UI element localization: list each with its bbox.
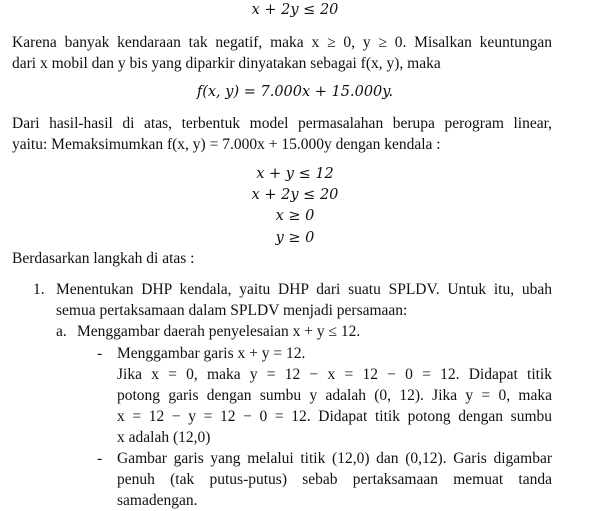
steps-intro: Berdasarkan langkah di atas : <box>12 250 195 267</box>
paragraph-nonnegativity <box>12 32 552 74</box>
step-line: semua pertaksamaan dalam SPLDV menjadi persamaan: <box>56 302 408 319</box>
constraint-equation-top: x + 2y ≤ 20 <box>251 2 339 18</box>
bullet-2-text <box>117 448 552 511</box>
constraint-equation: y ≥ 0 <box>275 230 315 246</box>
bullet-dash: - <box>97 450 103 467</box>
constraint-equation: x + y ≤ 12 <box>256 166 334 182</box>
substep-letter: a. <box>56 323 67 340</box>
bullet-dash: - <box>97 345 103 362</box>
paragraph-line: dari x mobil dan y bis yang diparkir dinyatakan sebagai f(x, y), maka <box>12 55 441 72</box>
step-1-text <box>56 279 552 321</box>
paragraph-line: Karena banyak kendaraan tak negatif, maka x ≥ 0, y ≥ 0. Misalkan keuntungan <box>12 34 552 51</box>
bullet-line: x = 12 − y = 12 − 0 = 12. Didapat titik potong dengan sumbu <box>117 408 552 425</box>
step-number: 1. <box>33 281 45 298</box>
bullet-line: potong garis dengan sumbu y adalah (0, 12). Jika y = 0, maka <box>117 387 552 404</box>
bullet-line: penuh (tak putus-putus) sebab pertaksamaan memuat tanda <box>117 471 552 488</box>
paragraph-linear-program <box>12 113 552 155</box>
paragraph-line: Dari hasil-hasil di atas, terbentuk model permasalahan berupa perogram linear, <box>12 115 552 132</box>
bullet-line: Menggambar garis x + y = 12. <box>117 345 306 362</box>
bullet-line: samadengan. <box>117 492 198 509</box>
constraint-equation: x + 2y ≤ 20 <box>251 187 339 203</box>
objective-function-equation: f(x, y) = 7.000x + 15.000y. <box>196 84 394 100</box>
bullet-line: Gambar garis yang melalui titik (12,0) dan (0,12). Garis digambar <box>117 450 552 467</box>
bullet-line: Jika x = 0, maka y = 12 − x = 12 − 0 = 12. Didapat titik <box>117 366 552 383</box>
bullet-1-text <box>117 343 552 448</box>
paragraph-line: yaitu: Memaksimumkan f(x, y) = 7.000x + 15.000y dengan kendala : <box>12 136 441 153</box>
substep-a-text: Menggambar daerah penyelesaian x + y ≤ 12. <box>77 323 361 340</box>
constraint-equation: x ≥ 0 <box>275 208 315 224</box>
bullet-line: x adalah (12,0) <box>117 429 211 446</box>
step-line: Menentukan DHP kendala, yaitu DHP dari suatu SPLDV. Untuk itu, ubah <box>56 281 552 298</box>
